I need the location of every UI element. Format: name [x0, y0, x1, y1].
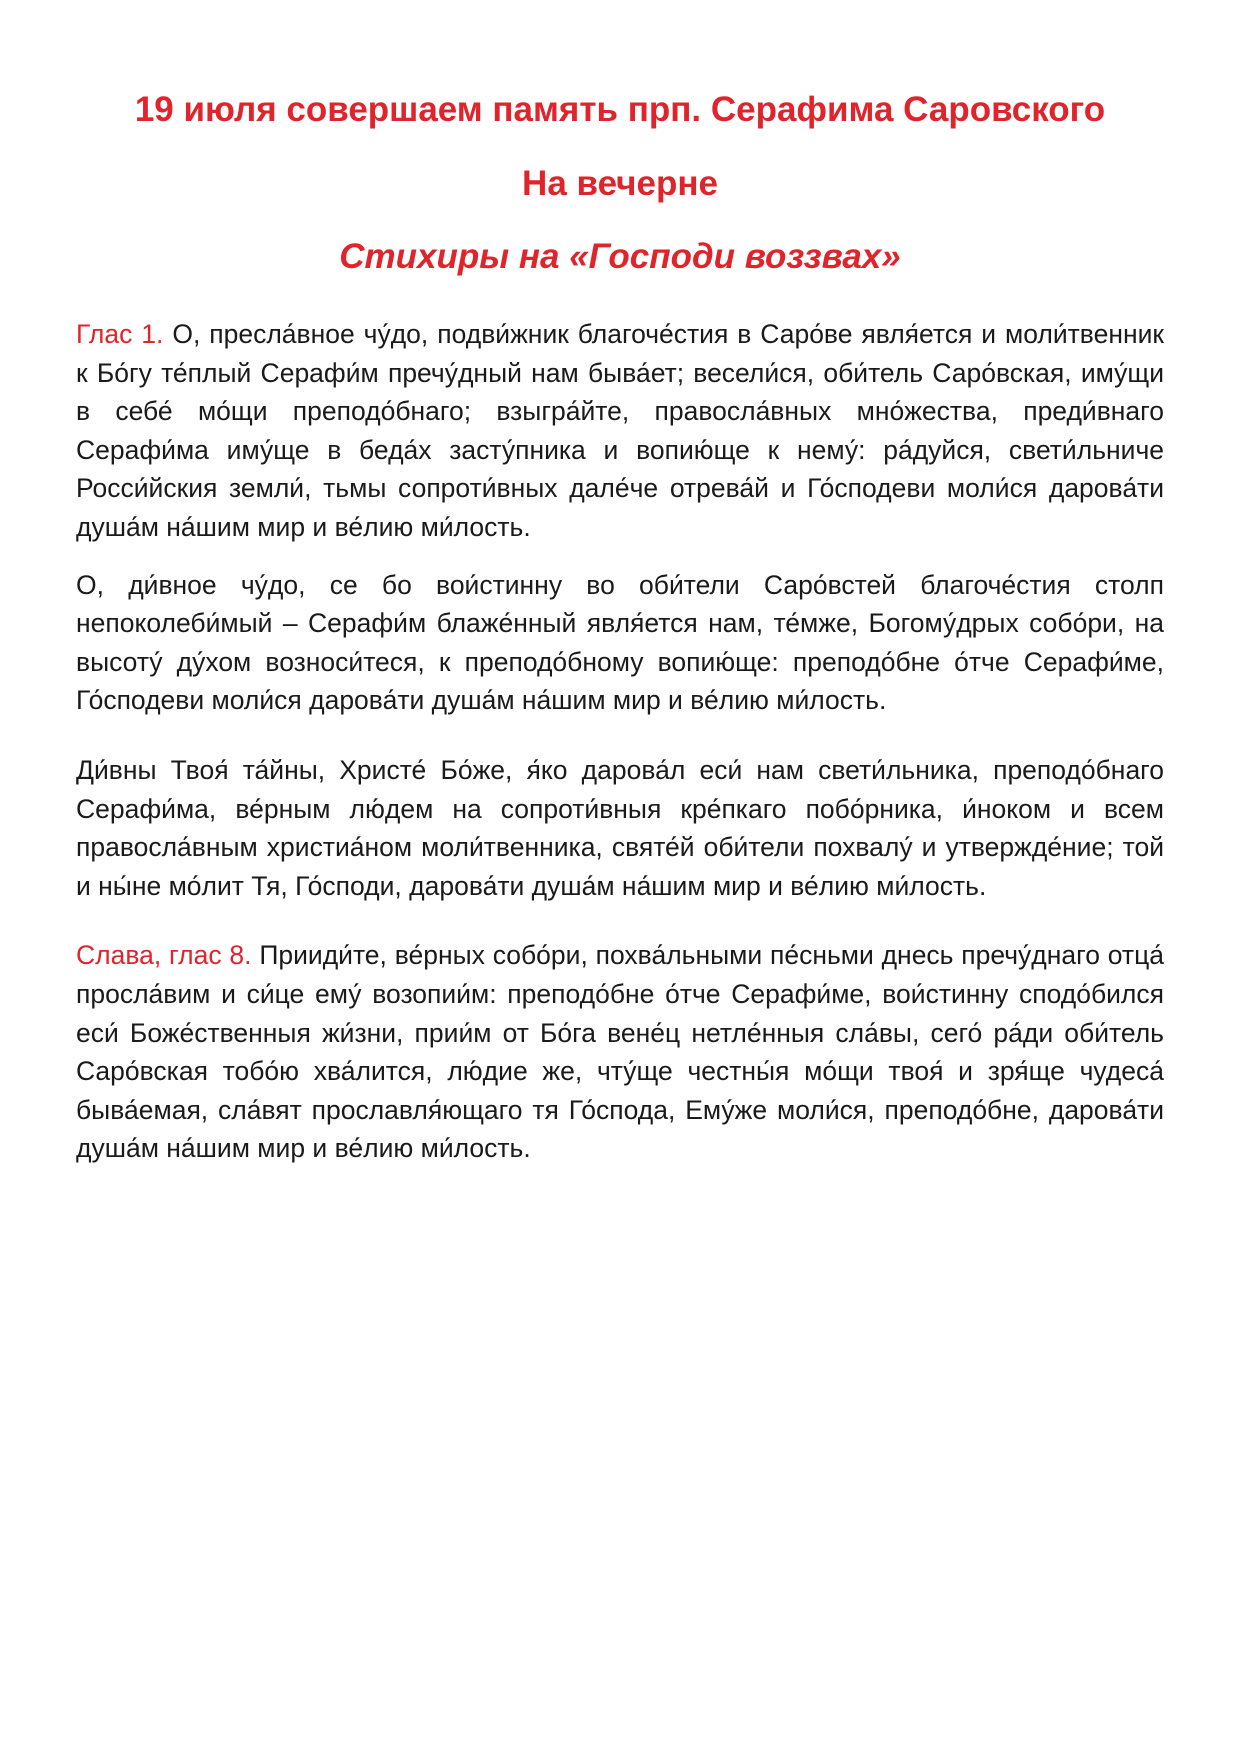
paragraph-text-1: О, пресла́вное чу́до, подви́жник благоче́стия в Саро́ве явля́ется и моли́твенник к Бо́гу те́плый Серафи́м пречу́дный нам быва́ет; весели́ся, оби́тель Саро́вская, иму́щи в себе́ мо́щи преподо́бнаго; взыгра́йте, правосла́вных мно́жества, преди́внаго Серафи́ма иму́ще в беда́х засту́пника и вопию́ще к нему́: ра́дуйся, свети́льниче Росси́йския земли́, тьмы сопроти́вных дале́че отрева́й и Го́сподеви моли́ся дарова́ти душа́м на́шим мир и ве́лию ми́лость. [76, 319, 1164, 542]
page-title: 19 июля совершаем память прп. Серафима Саровского [134, 90, 1106, 129]
stichera-paragraph-4 [76, 936, 1164, 1168]
tone-label-1: Глас 1. [76, 319, 164, 349]
document-page [76, 84, 1164, 1168]
glory-tone-label: Слава, глас 8. [76, 940, 252, 971]
paragraph-text-4: Прииди́те, ве́рных собо́ри, похва́льными пе́сньми днесь пречу́днаго отца́ просла́вим и си́це ему́ возопии́м: преподо́бне о́тче Серафи́ме, вои́стинну сподо́бился еси́ Боже́ственныя жи́зни, прии́м от Бо́га вене́ц нетле́нныя сла́вы, сего́ ра́ди оби́тель Саро́вская тобо́ю хва́лится, лю́дие же, чту́ще честны́я мо́щи твоя́ и зря́ще чудеса́ быва́емая, сла́вят прославля́ющаго тя Го́спода, Ему́же моли́ся, преподо́бне, дарова́ти душа́м на́шим мир и ве́лию ми́лость. [76, 940, 1164, 1164]
stichera-paragraph-1 [76, 315, 1164, 547]
paragraph-text-2: О, ди́вное чу́до, се бо вои́стинну во оби́тели Саро́встей благоче́стия столп непоколеби́мый – Серафи́м блаже́нный явля́ется нам, те́мже, Богому́дрых собо́ри, на высоту́ ду́хом возноси́теся, к преподо́бному вопию́ще: преподо́бне о́тче Серафи́ме, Го́сподеви моли́ся дарова́ти душа́м на́шим мир и ве́лию ми́лость. [76, 569, 1164, 716]
section-heading: Стихиры на «Господи воззвах» [339, 237, 901, 276]
service-subtitle: На вечерне [522, 164, 718, 203]
stichera-paragraph-2 [76, 566, 1164, 720]
paragraph-text-3: Ди́вны Твоя́ та́йны, Христе́ Бо́же, я́ко дарова́л еси́ нам свети́льника, преподо́бнаго Серафи́ма, ве́рным лю́дем на сопроти́вныя кре́пкаго побо́рника, и́ноком и всем правосла́вным христиа́ном моли́твенника, святе́й оби́тели похвалу́ и утвержде́ние; той и ны́не мо́лит Тя, Го́споди, дарова́ти душа́м на́шим мир и ве́лию ми́лость. [76, 754, 1164, 901]
stichera-paragraph-3 [76, 751, 1164, 905]
